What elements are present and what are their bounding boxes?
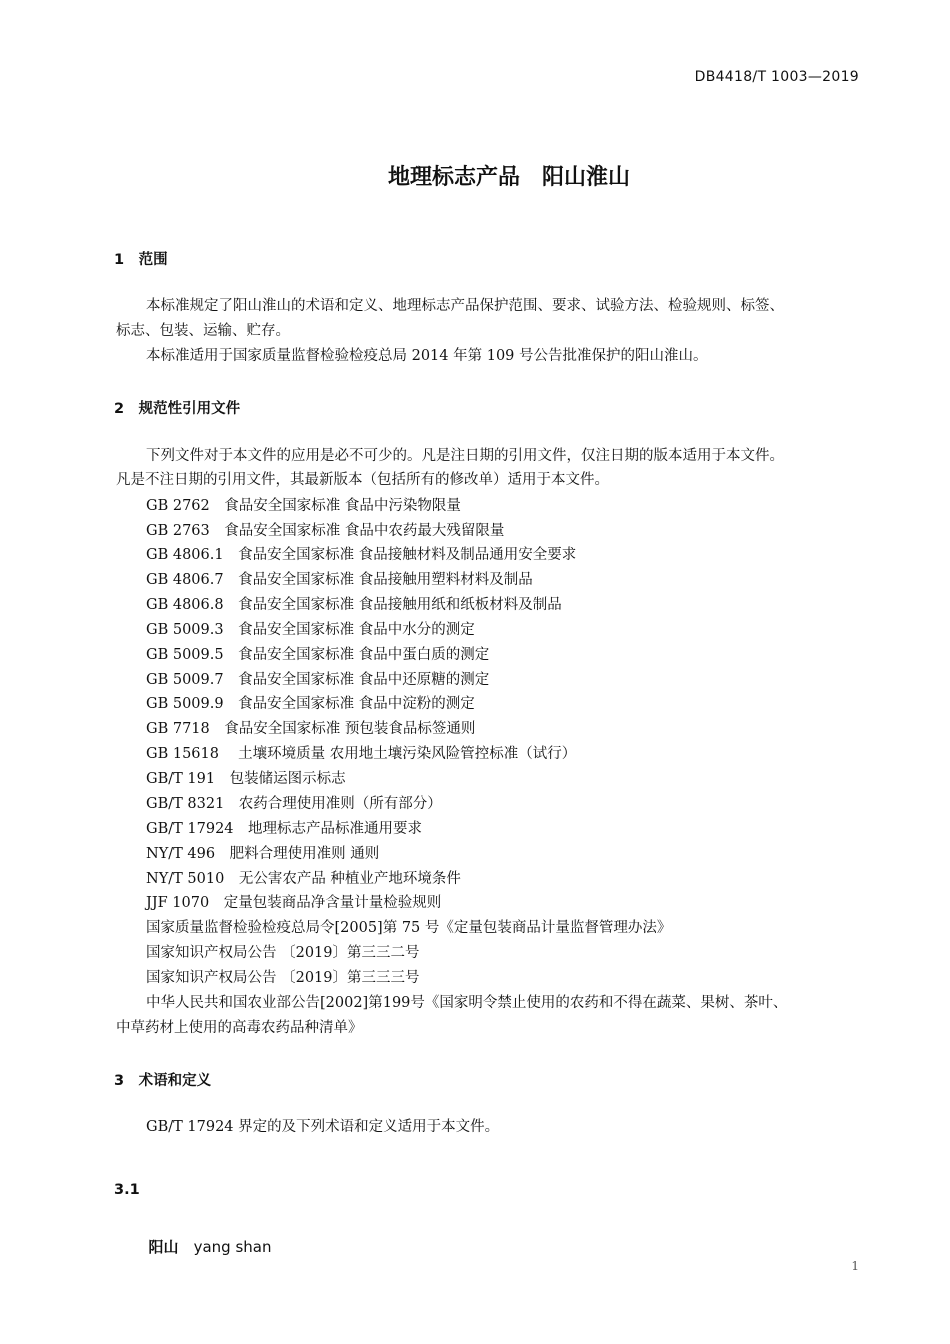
terms-paragraph: GB/T 17924 界定的及下列术语和定义适用于本文件。 bbox=[146, 1119, 500, 1135]
term-chinese: 阳山 bbox=[148, 1238, 179, 1256]
page-number: 1 bbox=[851, 1259, 859, 1273]
reference-item: NY/T 496 肥料合理使用准则 通则 bbox=[146, 846, 380, 862]
reference-item: GB 2762 食品安全国家标准 食品中污染物限量 bbox=[146, 498, 461, 514]
clause-number: 3.1 bbox=[114, 1182, 140, 1198]
reference-item: 国家质量监督检验检疫总局令[2005]第 75 号《定量包装商品计量监督管理办法》 bbox=[146, 920, 672, 936]
reference-item: GB 5009.5 食品安全国家标准 食品中蛋白质的测定 bbox=[146, 647, 490, 663]
reference-item: GB/T 191 包装储运图示标志 bbox=[146, 771, 346, 787]
references-intro-line: 下列文件对于本文件的应用是必不可少的。凡是注日期的引用文件，仅注日期的版本适用于本文件。 bbox=[146, 448, 784, 464]
scope-paragraph-line: 本标准适用于国家质量监督检验检疫总局 2014 年第 109 号公告批准保护的阳山淮山。 bbox=[146, 348, 708, 364]
term-entry bbox=[139, 1218, 271, 1257]
references-intro-line: 凡是不注日期的引用文件，其最新版本（包括所有的修改单）适用于本文件。 bbox=[116, 472, 609, 488]
scope-paragraph-line: 本标准规定了阳山淮山的术语和定义、地理标志产品保护范围、要求、试验方法、检验规则、标签、 bbox=[146, 298, 784, 314]
section-heading-terms-definitions: 3 术语和定义 bbox=[114, 1073, 212, 1089]
reference-item: GB/T 17924 地理标志产品标准通用要求 bbox=[146, 821, 423, 837]
reference-item: GB 4806.7 食品安全国家标准 食品接触用塑料材料及制品 bbox=[146, 572, 533, 588]
reference-item: 中华人民共和国农业部公告[2002]第199号《国家明令禁止使用的农药和不得在蔬菜、果树、茶叶、 bbox=[146, 995, 788, 1011]
reference-item: GB/T 8321 农药合理使用准则（所有部分） bbox=[146, 796, 442, 812]
reference-item: GB 5009.9 食品安全国家标准 食品中淀粉的测定 bbox=[146, 696, 475, 712]
reference-item: 国家知识产权局公告 〔2019〕第三三三号 bbox=[146, 970, 420, 986]
reference-item: GB 15618 土壤环境质量 农用地土壤污染风险管控标准（试行） bbox=[146, 746, 577, 762]
section-heading-normative-references: 2 规范性引用文件 bbox=[114, 401, 241, 417]
scope-paragraph-line: 标志、包装、运输、贮存。 bbox=[116, 323, 290, 339]
reference-item: GB 4806.1 食品安全国家标准 食品接触材料及制品通用安全要求 bbox=[146, 547, 577, 563]
reference-item: GB 5009.3 食品安全国家标准 食品中水分的测定 bbox=[146, 622, 475, 638]
reference-item: GB 7718 食品安全国家标准 预包装食品标签通则 bbox=[146, 721, 476, 737]
reference-item: 国家知识产权局公告 〔2019〕第三三二号 bbox=[146, 945, 420, 961]
document-title: 地理标志产品 阳山淮山 bbox=[387, 165, 630, 190]
reference-item: GB 2763 食品安全国家标准 食品中农药最大残留限量 bbox=[146, 523, 505, 539]
reference-item: JJF 1070 定量包装商品净含量计量检验规则 bbox=[146, 895, 442, 911]
reference-item: NY/T 5010 无公害农产品 种植业产地环境条件 bbox=[146, 871, 461, 887]
section-heading-scope: 1 范围 bbox=[114, 252, 168, 268]
reference-item: GB 4806.8 食品安全国家标准 食品接触用纸和纸板材料及制品 bbox=[146, 597, 562, 613]
document-code: DB4418/T 1003—2019 bbox=[694, 69, 859, 85]
reference-item: GB 5009.7 食品安全国家标准 食品中还原糖的测定 bbox=[146, 672, 490, 688]
term-pinyin: yang shan bbox=[193, 1238, 272, 1256]
reference-item-continued: 中草药材上使用的高毒农药品种清单》 bbox=[116, 1020, 363, 1036]
